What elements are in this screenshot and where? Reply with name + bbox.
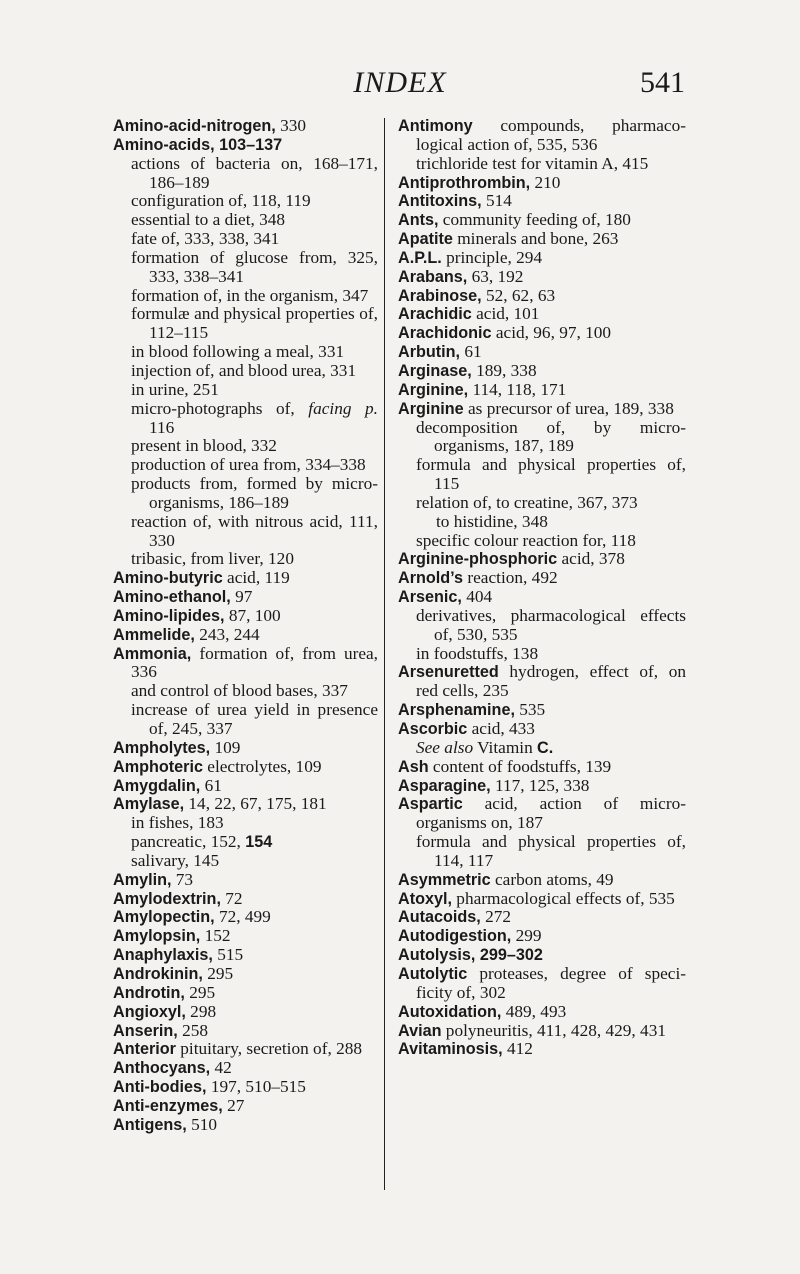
index-entry bbox=[398, 795, 686, 833]
index-entry-head: Amphoteric bbox=[113, 757, 203, 776]
index-subentry bbox=[398, 155, 686, 174]
index-subentry-text: formula and physical properties of, 115 bbox=[416, 455, 686, 494]
index-subentry bbox=[113, 381, 378, 400]
index-subentry bbox=[113, 437, 378, 456]
index-entry bbox=[113, 569, 378, 588]
index-entry-text: 52, 62, 63 bbox=[481, 285, 556, 305]
index-entry-text: as precursor of urea, 189, 338 bbox=[463, 398, 674, 418]
index-entry bbox=[113, 758, 378, 777]
index-entry-head: Autolytic bbox=[398, 964, 468, 983]
index-subentry bbox=[398, 513, 686, 532]
index-entry-text: carbon atoms, 49 bbox=[490, 869, 614, 889]
index-entry bbox=[398, 362, 686, 381]
index-entry-text: 514 bbox=[481, 191, 512, 211]
index-entry-text: 515 bbox=[212, 945, 244, 965]
index-entry-head: Autodigestion, bbox=[398, 927, 512, 946]
index-entry-head: Amino-acid-nitrogen, bbox=[113, 117, 276, 135]
index-entry-text: 14, 22, 67, 175, 181 bbox=[184, 794, 327, 814]
index-entry-head: Atoxyl, bbox=[398, 889, 452, 908]
index-entry-head: Arnold’s bbox=[398, 569, 464, 588]
index-entry-pages: 103–137 bbox=[214, 135, 283, 154]
index-entry bbox=[398, 1040, 686, 1059]
index-entry bbox=[113, 871, 378, 890]
index-entry-head: A.P.L. bbox=[398, 248, 442, 267]
index-entry bbox=[398, 550, 686, 569]
index-entry-text: 189, 338 bbox=[471, 360, 537, 380]
index-entry-head: Amygdalin, bbox=[113, 776, 201, 795]
index-entry-head: Amylase, bbox=[113, 795, 185, 814]
index-entry-text: 295 bbox=[184, 982, 216, 1002]
index-subentry bbox=[398, 532, 686, 551]
index-subentry bbox=[113, 513, 378, 551]
index-entry-text: 72 bbox=[220, 888, 243, 908]
index-entry bbox=[113, 136, 378, 155]
index-subentry-text: relation of, to creatine, 367, 373 bbox=[416, 492, 638, 512]
index-entry-head: Autacoids, bbox=[398, 908, 481, 927]
index-entry bbox=[113, 588, 378, 607]
index-entry bbox=[398, 192, 686, 211]
index-subentry-text: in blood following a meal, 331 bbox=[131, 342, 345, 362]
index-entry-head: Arabinose, bbox=[398, 286, 482, 305]
index-subentry-text: in fishes, 183 bbox=[131, 813, 224, 833]
index-entry bbox=[398, 908, 686, 927]
index-entry-head: Arginine bbox=[398, 399, 464, 418]
index-entry-head: Androtin, bbox=[113, 983, 185, 1002]
index-entry-text: 295 bbox=[202, 963, 234, 983]
index-entry bbox=[398, 381, 686, 400]
index-entry bbox=[113, 965, 378, 984]
index-entry-text: 152 bbox=[200, 926, 231, 946]
index-entry bbox=[113, 984, 378, 1003]
index-column-left bbox=[113, 117, 378, 1135]
index-entry bbox=[113, 1022, 378, 1041]
index-subentry-text: present in blood, 332 bbox=[131, 436, 277, 456]
index-entry bbox=[398, 890, 686, 909]
index-entry-head: Apatite bbox=[398, 230, 453, 249]
index-entry-text: acid, 433 bbox=[467, 719, 535, 738]
index-subentry-text: tribasic, from liver, 120 bbox=[131, 549, 294, 569]
index-subentry-text: products from, formed by micro-organisms, 186–189 bbox=[131, 474, 378, 512]
index-entry-text: 489, 493 bbox=[501, 1001, 567, 1021]
index-entry bbox=[398, 268, 686, 287]
index-subentry-text: reaction of, with nitrous acid, 111, 330 bbox=[131, 511, 378, 550]
index-entry bbox=[113, 626, 378, 645]
index-entry-head: Arbutin, bbox=[398, 343, 461, 362]
index-entry-text: acid, 119 bbox=[222, 568, 290, 588]
index-entry bbox=[398, 927, 686, 946]
index-entry-text: community feeding of, 180 bbox=[438, 210, 631, 230]
index-entry bbox=[398, 720, 686, 739]
index-subentry bbox=[113, 852, 378, 871]
index-subentry bbox=[113, 701, 378, 739]
index-entry-text: 299 bbox=[511, 926, 542, 946]
index-entry-text: acid, action of micro-organisms on, 187 bbox=[416, 794, 686, 833]
index-entry bbox=[113, 1116, 378, 1135]
index-entry-text: 258 bbox=[177, 1020, 209, 1040]
index-entry-head: Arsenuretted bbox=[398, 663, 499, 682]
index-entry-text: 61 bbox=[460, 342, 482, 362]
see-also-label: See also bbox=[416, 737, 474, 757]
index-entry-head: Anthocyans, bbox=[113, 1059, 211, 1078]
index-entry-text: 272 bbox=[480, 907, 511, 927]
index-entry-head: Antimony bbox=[398, 117, 473, 135]
index-entry bbox=[398, 287, 686, 306]
index-entry-text: 97 bbox=[230, 587, 253, 607]
index-entry-head: Ash bbox=[398, 757, 429, 776]
index-subentry-text: injection of, and blood urea, 331 bbox=[131, 360, 357, 380]
index-subentry-text: formulæ and physical properties of, 112–115 bbox=[131, 304, 378, 343]
page-title: INDEX bbox=[353, 66, 447, 99]
index-entry-text: 298 bbox=[185, 1001, 217, 1021]
index-subentry-text: actions of bacteria on, 168–171, 186–189 bbox=[131, 153, 378, 192]
index-subentry bbox=[113, 305, 378, 343]
index-entry-text: acid, 378 bbox=[557, 549, 625, 569]
index-entry-text: 510 bbox=[186, 1114, 217, 1134]
index-entry bbox=[113, 1040, 378, 1059]
index-entry-head: Arachidic bbox=[398, 305, 472, 324]
index-entry-text: 535 bbox=[514, 700, 546, 720]
index-subentry-text: fate of, 333, 338, 341 bbox=[131, 229, 280, 249]
index-subentry-text: salivary, 145 bbox=[131, 850, 220, 870]
index-entry-text: 210 bbox=[530, 172, 561, 192]
index-entry-text: pharmacological effects of, 535 bbox=[451, 888, 675, 908]
index-entry-text: 73 bbox=[171, 869, 194, 889]
index-entry bbox=[113, 1097, 378, 1116]
index-subentry bbox=[113, 211, 378, 230]
index-subentry bbox=[113, 230, 378, 249]
index-entry-head: Aspartic bbox=[398, 795, 463, 814]
index-column-right bbox=[398, 117, 686, 1059]
index-entry-text: 412 bbox=[502, 1039, 533, 1059]
index-subentry-text: in foodstuffs, 138 bbox=[416, 643, 539, 663]
index-entry bbox=[398, 400, 686, 419]
index-entry-head: Ants, bbox=[398, 211, 439, 230]
index-entry-text: formation of, from urea, 336 bbox=[131, 643, 378, 682]
index-entry-text: minerals and bone, 263 bbox=[452, 229, 619, 249]
index-subentry-bold-page: C. bbox=[537, 738, 554, 757]
index-subentry-bold-page: 154 bbox=[245, 833, 273, 852]
index-entry bbox=[398, 117, 686, 155]
index-entry-head: Ammonia, bbox=[113, 644, 192, 663]
index-entry bbox=[398, 211, 686, 230]
index-entry bbox=[113, 927, 378, 946]
index-subentry bbox=[113, 287, 378, 306]
index-entry-text: 109 bbox=[210, 737, 241, 757]
index-entry bbox=[398, 588, 686, 607]
index-subentry bbox=[398, 607, 686, 645]
index-entry bbox=[398, 777, 686, 796]
index-subentry bbox=[113, 456, 378, 475]
index-entry-text: 42 bbox=[210, 1058, 232, 1078]
column-divider bbox=[384, 118, 385, 1190]
index-subentry-text: in urine, 251 bbox=[131, 379, 219, 399]
index-entry bbox=[398, 871, 686, 890]
index-entry-text: 404 bbox=[461, 587, 493, 607]
index-entry bbox=[398, 965, 686, 1003]
index-entry-text: 197, 510–515 bbox=[206, 1077, 306, 1097]
index-entry-head: Amylopectin, bbox=[113, 908, 215, 927]
index-entry-head: Amino-ethanol, bbox=[113, 588, 231, 607]
index-entry bbox=[398, 701, 686, 720]
index-subentry bbox=[113, 833, 378, 852]
index-entry-head: Ampholytes, bbox=[113, 738, 211, 757]
index-subentry-text: formation of glucose from, 325, 333, 338–341 bbox=[131, 247, 378, 286]
index-entry bbox=[113, 1078, 378, 1097]
index-entry-head: Amylodextrin, bbox=[113, 889, 221, 908]
index-subentry bbox=[113, 343, 378, 362]
index-subentry-text: Vitamin bbox=[473, 737, 538, 757]
index-entry bbox=[398, 230, 686, 249]
index-entry bbox=[398, 758, 686, 777]
index-subentry-text: increase of urea yield in presence of, 245, 337 bbox=[131, 700, 378, 738]
page-number: 541 bbox=[640, 66, 685, 99]
index-entry-head: Arabans, bbox=[398, 267, 468, 286]
index-entry bbox=[113, 908, 378, 927]
index-subentry bbox=[113, 362, 378, 381]
index-subentry bbox=[398, 456, 686, 494]
index-subentry-text: and control of blood bases, 337 bbox=[131, 681, 348, 701]
index-entry-text: acid, 96, 97, 100 bbox=[491, 323, 612, 343]
index-entry bbox=[398, 324, 686, 343]
index-entry-head: Ammelide, bbox=[113, 625, 195, 644]
index-subentry-text: specific colour reaction for, 118 bbox=[416, 530, 636, 550]
index-entry bbox=[398, 1003, 686, 1022]
index-entry-head: Arsphenamine, bbox=[398, 701, 515, 720]
index-entry-head: Asymmetric bbox=[398, 870, 491, 889]
index-entry-text: 27 bbox=[222, 1095, 245, 1115]
index-entry-text: principle, 294 bbox=[441, 247, 543, 267]
facing-page-label: facing p. bbox=[294, 398, 378, 418]
index-subentry-text: trichloride test for vitamin A, 415 bbox=[416, 153, 649, 173]
index-subentry bbox=[113, 249, 378, 287]
index-entry bbox=[113, 1059, 378, 1078]
index-entry-text: polyneuritis, 411, 428, 429, 431 bbox=[441, 1020, 666, 1040]
index-subentry bbox=[113, 682, 378, 701]
index-entry bbox=[398, 1022, 686, 1041]
index-entry-text: 330 bbox=[275, 116, 307, 135]
index-subentry bbox=[398, 833, 686, 871]
index-entry bbox=[113, 946, 378, 965]
index-subentry bbox=[398, 494, 686, 513]
index-entry-head: Antigens, bbox=[113, 1115, 187, 1134]
index-entry bbox=[398, 174, 686, 193]
index-entry-text: proteases, degree of speci-ficity of, 302 bbox=[416, 963, 686, 1002]
index-entry-head: Antiprothrombin, bbox=[398, 173, 531, 192]
index-subentry-text: production of urea from, 334–338 bbox=[131, 455, 366, 475]
index-entry-head: Autoxidation, bbox=[398, 1002, 502, 1021]
index-entry bbox=[113, 1003, 378, 1022]
index-entry-head: Arginine, bbox=[398, 380, 469, 399]
index-entry-text: 117, 125, 338 bbox=[490, 775, 590, 795]
index-entry bbox=[398, 569, 686, 588]
index-subentry-text: micro-photographs of, bbox=[131, 398, 295, 418]
index-entry-head: Amino-lipides, bbox=[113, 606, 225, 625]
index-entry-head: Arginine-phosphoric bbox=[398, 550, 558, 569]
index-subentry bbox=[113, 400, 378, 438]
index-entry-head: Ascorbic bbox=[398, 720, 468, 738]
index-entry bbox=[113, 777, 378, 796]
index-entry bbox=[398, 343, 686, 362]
index-subentry bbox=[113, 550, 378, 569]
index-entry-text: 61 bbox=[200, 775, 222, 795]
index-subentry-text: pancreatic, 152, bbox=[131, 832, 246, 852]
index-entry-head: Avitaminosis, bbox=[398, 1040, 503, 1059]
index-entry-head: Asparagine, bbox=[398, 776, 491, 795]
index-entry bbox=[398, 305, 686, 324]
index-entry-head: Anaphylaxis, bbox=[113, 946, 213, 965]
index-subentry-page: 116 bbox=[149, 417, 175, 437]
page-header bbox=[115, 62, 685, 102]
index-entry-text: electrolytes, 109 bbox=[202, 756, 322, 776]
index-subentry-text: decomposition of, by micro-organisms, 187, 189 bbox=[416, 417, 686, 456]
index-entry-head: Anserin, bbox=[113, 1021, 178, 1040]
index-subentry bbox=[398, 739, 686, 758]
index-entry-head: Arginase, bbox=[398, 361, 472, 380]
index-subentry bbox=[398, 419, 686, 457]
index-entry bbox=[398, 663, 686, 701]
index-entry bbox=[113, 607, 378, 626]
index-entry-head: Anterior bbox=[113, 1040, 176, 1059]
index-entry-text: 114, 118, 171 bbox=[468, 379, 567, 399]
index-entry-text: acid, 101 bbox=[471, 304, 540, 324]
index-entry bbox=[398, 249, 686, 268]
index-entry-head: Anti-enzymes, bbox=[113, 1096, 223, 1115]
index-entry bbox=[398, 946, 686, 965]
index-subentry bbox=[113, 155, 378, 193]
index-entry-head: Anti-bodies, bbox=[113, 1078, 207, 1097]
index-subentry-text: derivatives, pharmacological effects of, 530, 535 bbox=[416, 605, 686, 644]
index-subentry-text: formation of, in the organism, 347 bbox=[131, 285, 369, 305]
index-entry bbox=[113, 117, 378, 136]
index-subentry-text: to histidine, 348 bbox=[436, 511, 548, 531]
index-entry-head: Arsenic, bbox=[398, 588, 462, 607]
index-entry-text: hydrogen, effect of, on red cells, 235 bbox=[416, 662, 686, 701]
index-subentry bbox=[398, 645, 686, 664]
index-entry-head: Amino-acids, bbox=[113, 135, 215, 154]
index-entry bbox=[113, 795, 378, 814]
index-entry-pages: 299–302 bbox=[475, 946, 543, 965]
index-entry-head: Autolysis, bbox=[398, 946, 476, 965]
index-entry-head: Angioxyl, bbox=[113, 1002, 186, 1021]
index-entry-text: 87, 100 bbox=[224, 605, 281, 625]
index-subentry-text: formula and physical properties of, 114, 117 bbox=[416, 832, 686, 870]
index-entry-text: content of foodstuffs, 139 bbox=[428, 756, 612, 776]
index-entry-text: 72, 499 bbox=[214, 907, 271, 927]
index-entry-head: Amino-butyric bbox=[113, 569, 223, 588]
index-subentry-text: essential to a diet, 348 bbox=[131, 210, 286, 230]
index-subentry-text: configuration of, 118, 119 bbox=[131, 191, 311, 211]
index-entry-head: Antitoxins, bbox=[398, 192, 482, 211]
index-entry-text: pituitary, secretion of, 288 bbox=[175, 1039, 363, 1059]
index-entry-head: Androkinin, bbox=[113, 964, 203, 983]
index-subentry bbox=[113, 192, 378, 211]
index-entry-text: 63, 192 bbox=[467, 266, 524, 286]
index-entry-head: Avian bbox=[398, 1021, 442, 1040]
index-entry-text: compounds, pharmaco-logical action of, 535, 536 bbox=[416, 116, 686, 154]
index-entry-head: Amylopsin, bbox=[113, 927, 201, 946]
index-entry-head: Arachidonic bbox=[398, 324, 492, 343]
index-entry-text: 243, 244 bbox=[194, 624, 260, 644]
index-subentry bbox=[113, 475, 378, 513]
index-entry bbox=[113, 645, 378, 683]
index-entry-head: Amylin, bbox=[113, 870, 172, 889]
index-entry bbox=[113, 890, 378, 909]
index-subentry bbox=[113, 814, 378, 833]
index-entry-text: reaction, 492 bbox=[463, 568, 558, 588]
index-entry bbox=[113, 739, 378, 758]
